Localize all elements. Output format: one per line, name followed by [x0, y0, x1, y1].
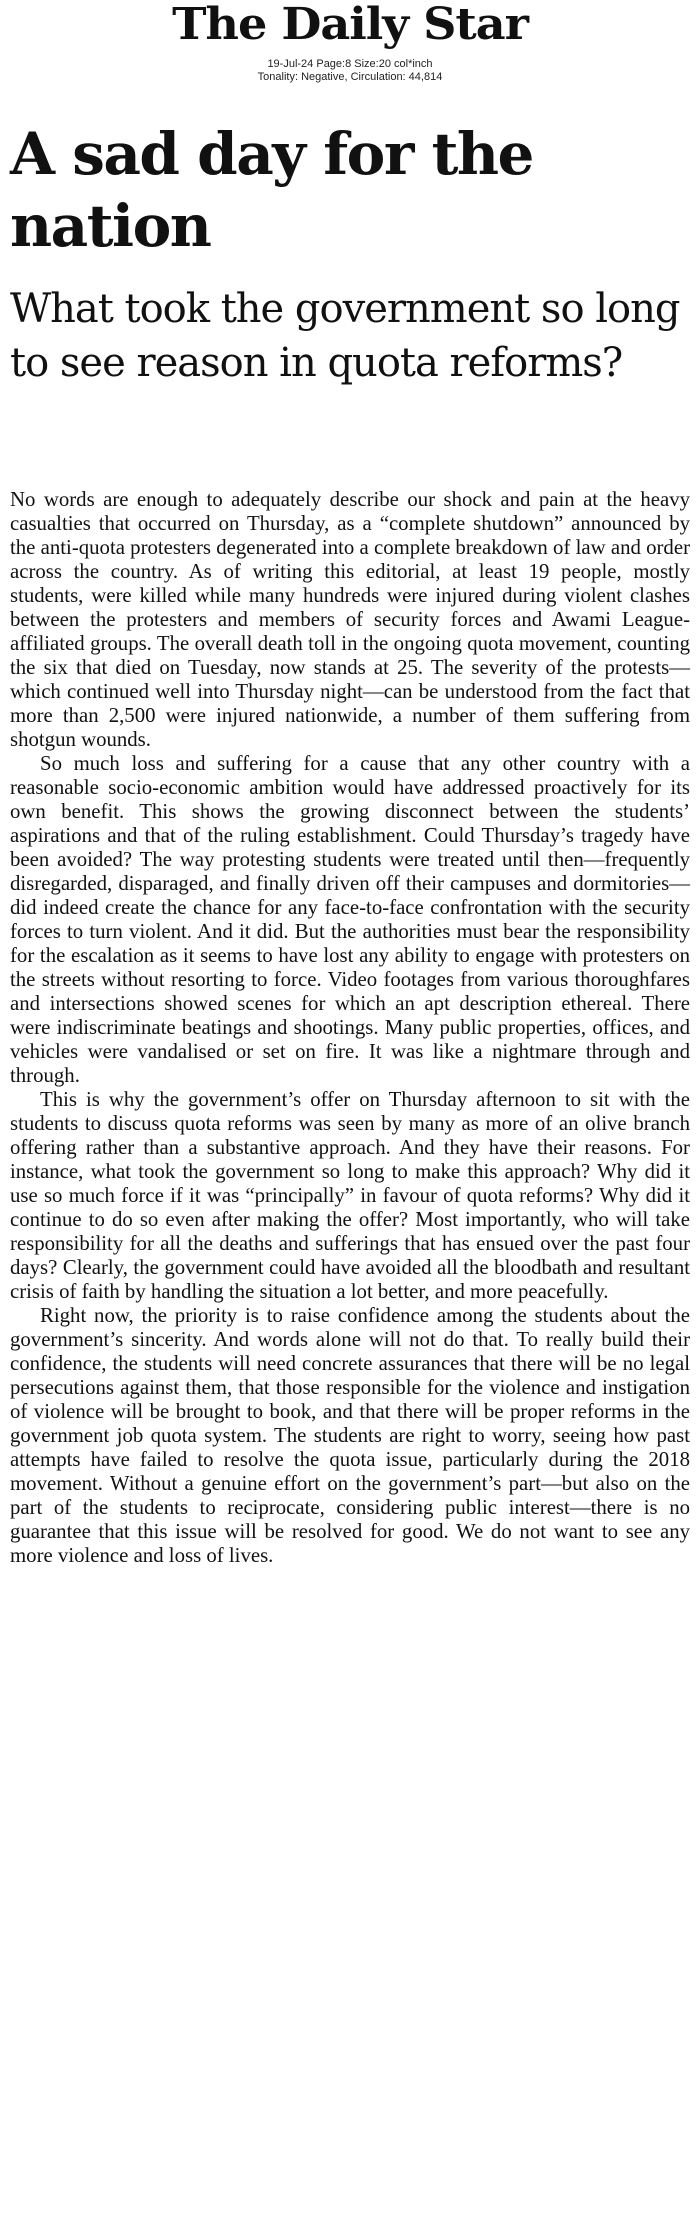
- article-paragraph-1: No words are enough to adequately describe our shock and pain at the heavy casualties that occurred on Thursday, as a “complete shutdown” announced by the anti-quota protesters degenerated into a complete breakdown of law and order across the country. As of writing this editorial, at least 19 people, mostly students, were killed while many hundreds were injured during violent clashes between the protesters and members of security forces and Awami League-affiliated groups. The overall death toll in the ongoing quota movement, counting the six that died on Tuesday, now stands at 25. The severity of the protests—which continued well into Thursday night—can be understood from the fact that more than 2,500 were injured nationwide, a number of them suffering from shotgun wounds.: [10, 488, 690, 751]
- newspaper-logo: The Daily Star: [172, 0, 528, 50]
- article-headline: A sad day for the nation: [10, 120, 533, 260]
- clipping-meta-date-page-size: 19-Jul-24 Page:8 Size:20 col*inch: [267, 58, 433, 70]
- clipping-meta-tonality-circulation: Tonality: Negative, Circulation: 44,814: [257, 71, 443, 83]
- article-paragraph-2: So much loss and suffering for a cause that any other country with a reasonable socio-economic ambition would have addressed proactively for its own benefit. This shows the growing disconnect between the students’ aspirations and that of the ruling establishment. Could Thursday’s tragedy have been avoided? The way protesting students were treated until then—frequently disregarded, disparaged, and finally driven off their campuses and dormitories—did indeed create the chance for any face-to-face confrontation with the security forces to turn violent. And it did. But the authorities must bear the responsibility for the escalation as it seems to have lost any ability to engage with protesters on the streets without resorting to force. Video footages from various thoroughfares and intersections showed scenes for which an apt description ethereal. There were indiscriminate beatings and shootings. Many public properties, offices, and vehicles were vandalised or set on fire. It was like a nightmare through and through.: [10, 752, 690, 1087]
- article-paragraph-3: This is why the government’s offer on Thursday afternoon to sit with the students to discuss quota reforms was seen by many as more of an olive branch offering rather than a substantive approach. And they have their reasons. For instance, what took the government so long to make this approach? Why did it use so much force if it was “principally” in favour of quota reforms? Why did it continue to do so even after making the offer? Most importantly, who will take responsibility for all the deaths and sufferings that has ensued over the past four days? Clearly, the government could have avoided all the bloodbath and resultant crisis of faith by handling the situation a lot better, and more peacefully.: [10, 1088, 690, 1303]
- article-paragraph-4: Right now, the priority is to raise confidence among the students about the government’s sincerity. And words alone will not do that. To really build their confidence, the students will need concrete assurances that there will be no legal persecutions against them, that those responsible for the violence and instigation of violence will be brought to book, and that there will be proper reforms in the government job quota system. The students are right to worry, seeing how past attempts have failed to resolve the quota issue, particularly during the 2018 movement. Without a genuine effort on the government’s part—but also on the part of the students to reciprocate, considering public interest—there is no guarantee that this issue will be resolved for good. We do not want to see any more violence and loss of lives.: [10, 1304, 690, 1567]
- article-body: [10, 488, 690, 1568]
- article-subheadline: What took the government so long to see reason in quota reforms?: [10, 286, 680, 386]
- masthead: [0, 0, 700, 90]
